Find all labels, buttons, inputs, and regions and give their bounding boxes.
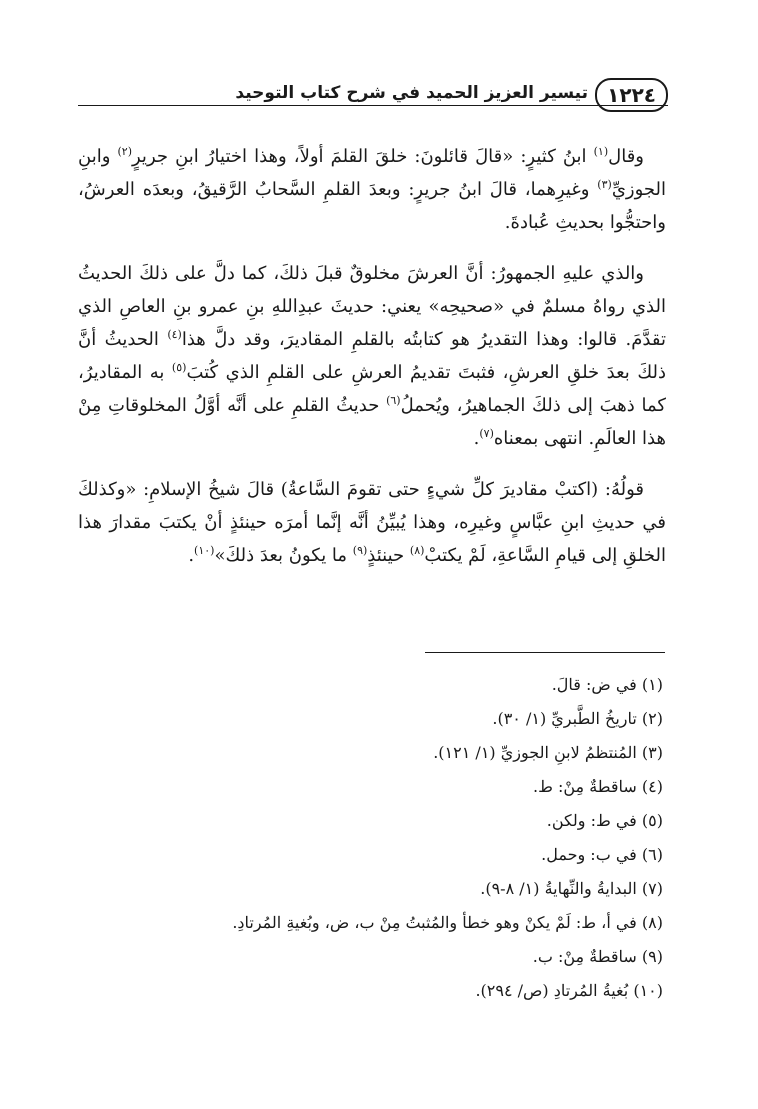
text-span: وغيرِهما، قالَ ابنُ جريرٍ: وبعدَ القلمِ السَّحابُ الرَّقيقُ، وبعدَه العرشُ، واحتجُّوا بحديثِ عُبادةَ. xyxy=(78,179,666,233)
footnote-item: (١٠) بُغيةُ المُرتادِ (ص/ ٢٩٤). xyxy=(475,981,663,1000)
footnote-ref: (٨) xyxy=(409,544,425,557)
running-title: تيسير العزيز الحميد في شرح كتاب التوحيد xyxy=(235,83,588,103)
footnote-item: (٩) ساقطةٌ مِنْ: ب. xyxy=(532,947,663,966)
footnote-ref: (٩) xyxy=(352,544,368,557)
text-span: ابنُ كثيرٍ: «قالَ قائلونَ: خلقَ القلمَ أولاً، وهذا اختيارُ ابنِ جريرٍ xyxy=(132,146,594,167)
footnote-item: (٦) في ب: وحمل. xyxy=(541,845,663,864)
footnote-item: (٨) في أ، ط: لَمْ يكنْ وهو خطأ والمُثبتُ مِنْ ب، ض، وبُغيةِ المُرتادِ. xyxy=(232,913,663,932)
footnote-item: (٤) ساقطةٌ مِنْ: ط. xyxy=(533,777,663,796)
footnote-item: (٣) المُنتظمُ لابنِ الجوزيِّ (١/ ١٢١). xyxy=(433,743,663,762)
footnote-ref: (٣) xyxy=(597,178,612,191)
footnote-separator xyxy=(425,652,665,653)
text-span: الحديثُ أنَّ ذلكَ بعدَ خلقِ العرشِ، فثبتَ تقديمُ العرشِ على القلمِ الذي كُتبَ xyxy=(78,329,666,383)
text-span: . xyxy=(473,428,480,449)
header-rule xyxy=(78,105,668,106)
footnote-item: (٢) تاريخُ الطَّبريِّ (١/ ٣٠). xyxy=(492,709,663,728)
footnote-ref: (١) xyxy=(593,145,609,158)
page-number: ١٢٢٤ xyxy=(595,78,668,112)
footnote-ref: (٢) xyxy=(117,145,132,158)
paragraph-2 xyxy=(78,257,666,455)
page-header xyxy=(78,78,668,112)
main-text xyxy=(78,140,666,590)
footnote-ref: (٦) xyxy=(386,394,401,407)
footnote-item: (١) في ض: قالَ. xyxy=(551,675,663,694)
footnote-ref: (١٠) xyxy=(194,544,215,557)
text-span: وقال xyxy=(608,146,644,167)
footnote-ref: (٧) xyxy=(479,427,494,440)
text-span: . xyxy=(188,545,195,566)
footnote-item: (٥) في ط: ولكن. xyxy=(546,811,663,830)
text-span: وابنِ الجوزيِّ xyxy=(78,146,666,200)
text-span: حينئذٍ xyxy=(367,545,410,566)
text-span: به المقاديرُ، كما ذهبَ إلى ذلكَ الجماهيرُ، ويُحملُ xyxy=(78,362,666,416)
footnote-ref: (٤) xyxy=(167,328,182,341)
text-span: قولُهُ: (اكتبْ مقاديرَ كلِّ شيءٍ حتى تقومَ السَّاعةُ) قالَ شيخُ الإسلامِ: «وكذلكَ في حديثِ ابنِ عبَّاسٍ وغيرِه، وهذا يُبيِّنُ أنَّه إنَّما أمرَه حينئذٍ أنْ يكتبَ مقدارَ هذا الخلقِ إلى قيامِ السَّاعةِ، لَمْ يكتبْ xyxy=(78,479,666,566)
text-span: ما يكونُ بعدَ ذلكَ» xyxy=(214,545,353,566)
text-span: حديثُ القلمِ على أنَّه أوَّلُ المخلوقاتِ مِنْ هذا العالَمِ. انتهى بمعناه xyxy=(78,395,666,449)
footnote-ref: (٥) xyxy=(171,361,187,374)
footnote-item: (٧) البدايةُ والنِّهايةُ (١/ ٨-٩). xyxy=(480,879,663,898)
paragraph-3 xyxy=(78,473,666,572)
footnotes xyxy=(100,668,665,1008)
paragraph-1 xyxy=(78,140,666,239)
text-span: والذي عليهِ الجمهورُ: أنَّ العرشَ مخلوقٌ قبلَ ذلكَ، كما دلَّ على ذلكَ الحديثُ الذي رواهُ مسلمٌ في «صحيحِه» يعني: حديثَ عبدِاللهِ بنِ عمرو بنِ العاصِ الذي تقدَّمَ. قالوا: وهذا التقديرُ هو كتابتُه بالقلمِ المقاديرَ، وقد دلَّ هذا xyxy=(78,263,666,350)
